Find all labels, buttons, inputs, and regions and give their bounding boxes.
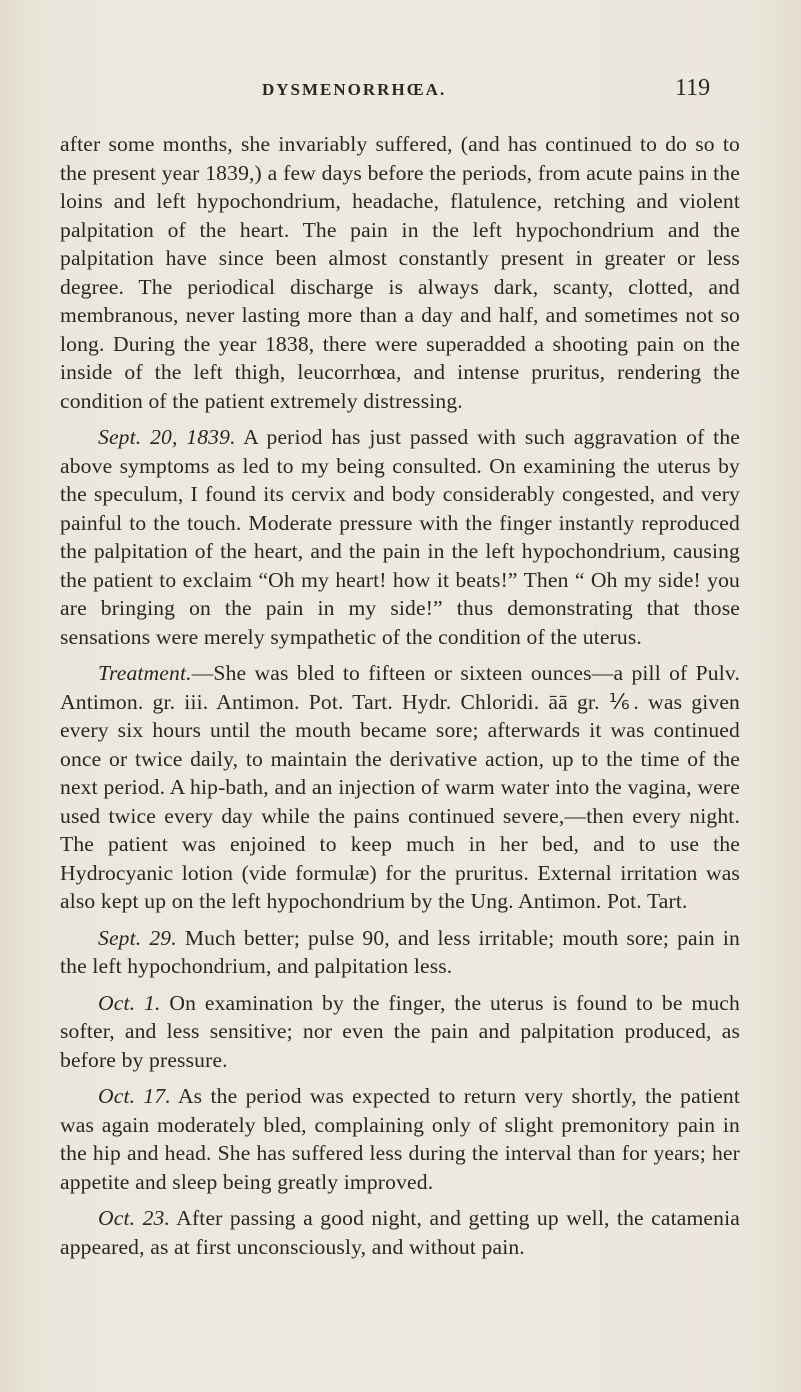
paragraph-text: —She was bled to fifteen or sixteen ounces—a pill of Pulv. Antimon. gr. iii. Antimon. Pot. Tart. Hydr. Chloridi. āā gr. ⅙. was given every six hours until the mouth became sore; afterwards it was continued once or twice daily, to maintain the derivative action, up to the time of the next period. A hip-bath, and an injection of warm water into the vagina, were used twice every day while the pains continued severe,—then every night. The patient was enjoined to keep much in her bed, and to use the Hydrocyanic lotion (vide formulæ) for the pruritus. External irritation was also kept up on the left hypochondrium by the Ung. Antimon. Pot. Tart.: [60, 661, 740, 913]
page-header: [0, 75, 801, 112]
page-number: 119: [675, 75, 711, 101]
running-head: DYSMENORRHŒA.: [262, 80, 447, 99]
paragraph: [60, 989, 740, 1075]
paragraph-lead: Oct. 1.: [98, 990, 161, 1015]
paragraph-lead: Oct. 23.: [98, 1206, 171, 1230]
paragraph-text: After passing a good night, and getting up well, the catamenia appeared, as at first unconsciously, and without pain.: [60, 1206, 740, 1259]
paragraph-lead: Oct. 17.: [98, 1084, 171, 1108]
paragraph-text: On examination by the finger, the uterus is found to be much softer, and less sensitive; nor even the pain and palpitation produced, as before by pressure.: [60, 990, 740, 1072]
paragraph-text: As the period was expected to return very shortly, the patient was again moderately bled, complaining only of slight premonitory pain in the hip and head. She has suffered less during the interval than for years; her appetite and sleep being greatly improved.: [60, 1084, 740, 1194]
paragraph-text: A period has just passed with such aggravation of the above symptoms as led to my being consulted. On examining the uterus by the speculum, I found its cervix and body considerably congested, and very painful to the touch. Moderate pressure with the finger instantly reproduced the palpitation of the heart, and the pain in the left hypochondrium, causing the patient to exclaim “Oh my heart! how it beats!” Then “ Oh my side! you are bringing on the pain in my side!” thus demonstrating that those sensations were merely sympathetic of the condition of the uterus.: [60, 425, 741, 649]
paragraph-lead: Sept. 29.: [98, 925, 177, 950]
paragraph: [60, 1204, 740, 1261]
paragraph: [60, 1082, 740, 1196]
paragraph: [60, 423, 740, 651]
paragraph: [60, 924, 740, 981]
paragraph-text: after some months, she invariably suffered, (and has continued to do so to the present year 1839,) a few days before the periods, from acute pains in the loins and left hypochondrium, headache, flatulence, retching and violent palpitation of the heart. The pain in the left hypochondrium and the palpitation have since been almost constantly present in greater or less degree. The periodical discharge is always dark, scanty, clotted, and membranous, never lasting more than a day and half, and sometimes not so long. During the year 1838, there were superadded a shooting pain on the inside of the left thigh, leucorrhœa, and intense pruritus, rendering the condition of the patient extremely distressing.: [60, 132, 740, 413]
paragraph: [60, 659, 740, 916]
body-text: [60, 130, 740, 1269]
paragraph-lead: Sept. 20, 1839.: [98, 425, 236, 449]
paragraph: [60, 130, 740, 415]
paragraph-text: Much better; pulse 90, and less irritable; mouth sore; pain in the left hypochondrium, and palpitation less.: [60, 925, 740, 978]
paragraph-lead: Treatment.: [98, 661, 192, 685]
